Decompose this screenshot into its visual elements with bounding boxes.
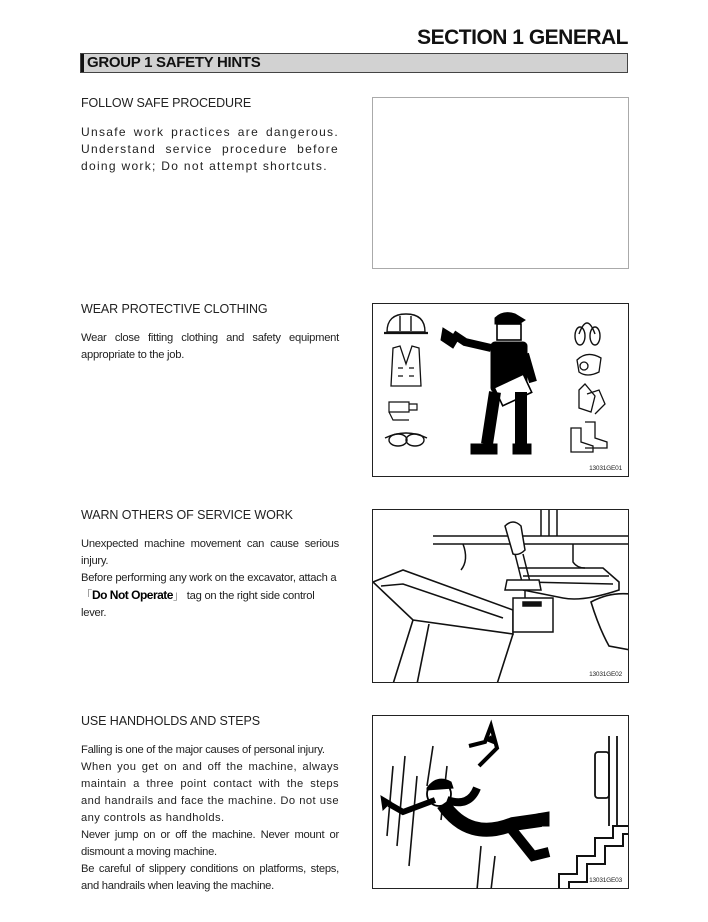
respirator-icon <box>577 354 601 375</box>
section-paragraph: Be careful of slippery conditions on platforms, steps, and handrails when leaving the machine. <box>81 863 339 892</box>
work-gloves-icon <box>579 384 605 414</box>
tag-open-bracket: 「 <box>81 590 92 602</box>
safety-boots-icon <box>571 422 607 452</box>
group-title-bar: GROUP 1 SAFETY HINTS <box>80 53 628 73</box>
warning-tag-icon <box>513 590 553 632</box>
figure-blank <box>372 97 629 269</box>
section-protective-clothing <box>81 302 339 364</box>
section-paragraph: Wear close fitting clothing and safety equipment appropriate to the job. <box>81 332 339 361</box>
section-paragraph: Never jump on or off the machine. Never mount or dismount a moving machine. <box>81 829 339 858</box>
section-paragraph: Falling is one of the major causes of personal injury. <box>81 744 325 756</box>
section-warn-others <box>81 508 339 622</box>
section-title: SECTION 1 GENERAL <box>417 26 628 49</box>
falling-person-icon <box>381 726 549 856</box>
goggles-icon <box>385 433 427 446</box>
figure-code: 13031GE02 <box>589 671 622 678</box>
do-not-operate-tag: Do Not Operate <box>91 588 173 602</box>
section-paragraph: Unexpected machine movement can cause serious injury. <box>81 538 339 567</box>
tag-close-bracket: 」 <box>172 590 184 602</box>
figure-code: 13031GE03 <box>589 877 622 884</box>
section-handholds-steps <box>81 714 339 895</box>
gloves-icon <box>389 402 417 420</box>
handrail-icon <box>595 736 617 826</box>
hard-hat-icon <box>384 314 428 333</box>
section-heading: USE HANDHOLDS AND STEPS <box>81 714 260 728</box>
figure-code: 13031GE01 <box>589 465 622 472</box>
section-paragraph-tag <box>81 570 339 622</box>
section-heading: FOLLOW SAFE PROCEDURE <box>81 96 252 110</box>
figure-protective-clothing <box>372 303 629 477</box>
section-heading: WEAR PROTECTIVE CLOTHING <box>81 302 268 316</box>
ear-muffs-icon <box>575 323 600 345</box>
section-paragraph: When you get on and off the machine, always maintain a three point contact with the steps and handrails and face the machine. Do not use any controls as handholds. <box>81 761 339 824</box>
section-paragraph-suffix: tag on the right side control lever. <box>81 590 315 619</box>
worker-figure-icon <box>441 313 533 454</box>
section-follow-safe-procedure <box>81 96 339 175</box>
operator-seat-icon <box>373 568 629 683</box>
section-paragraph: Unsafe work practices are dangerous. Understand service procedure before doing work; Do not attempt shortcuts. <box>81 125 339 173</box>
section-paragraph-text: Before performing any work on the excavator, attach a <box>81 572 337 584</box>
section-heading: WARN OTHERS OF SERVICE WORK <box>81 508 293 522</box>
safety-vest-icon <box>391 346 421 386</box>
figure-warn-others <box>372 509 629 683</box>
control-lever-icon <box>505 522 541 590</box>
figure-handholds-steps <box>372 715 629 889</box>
